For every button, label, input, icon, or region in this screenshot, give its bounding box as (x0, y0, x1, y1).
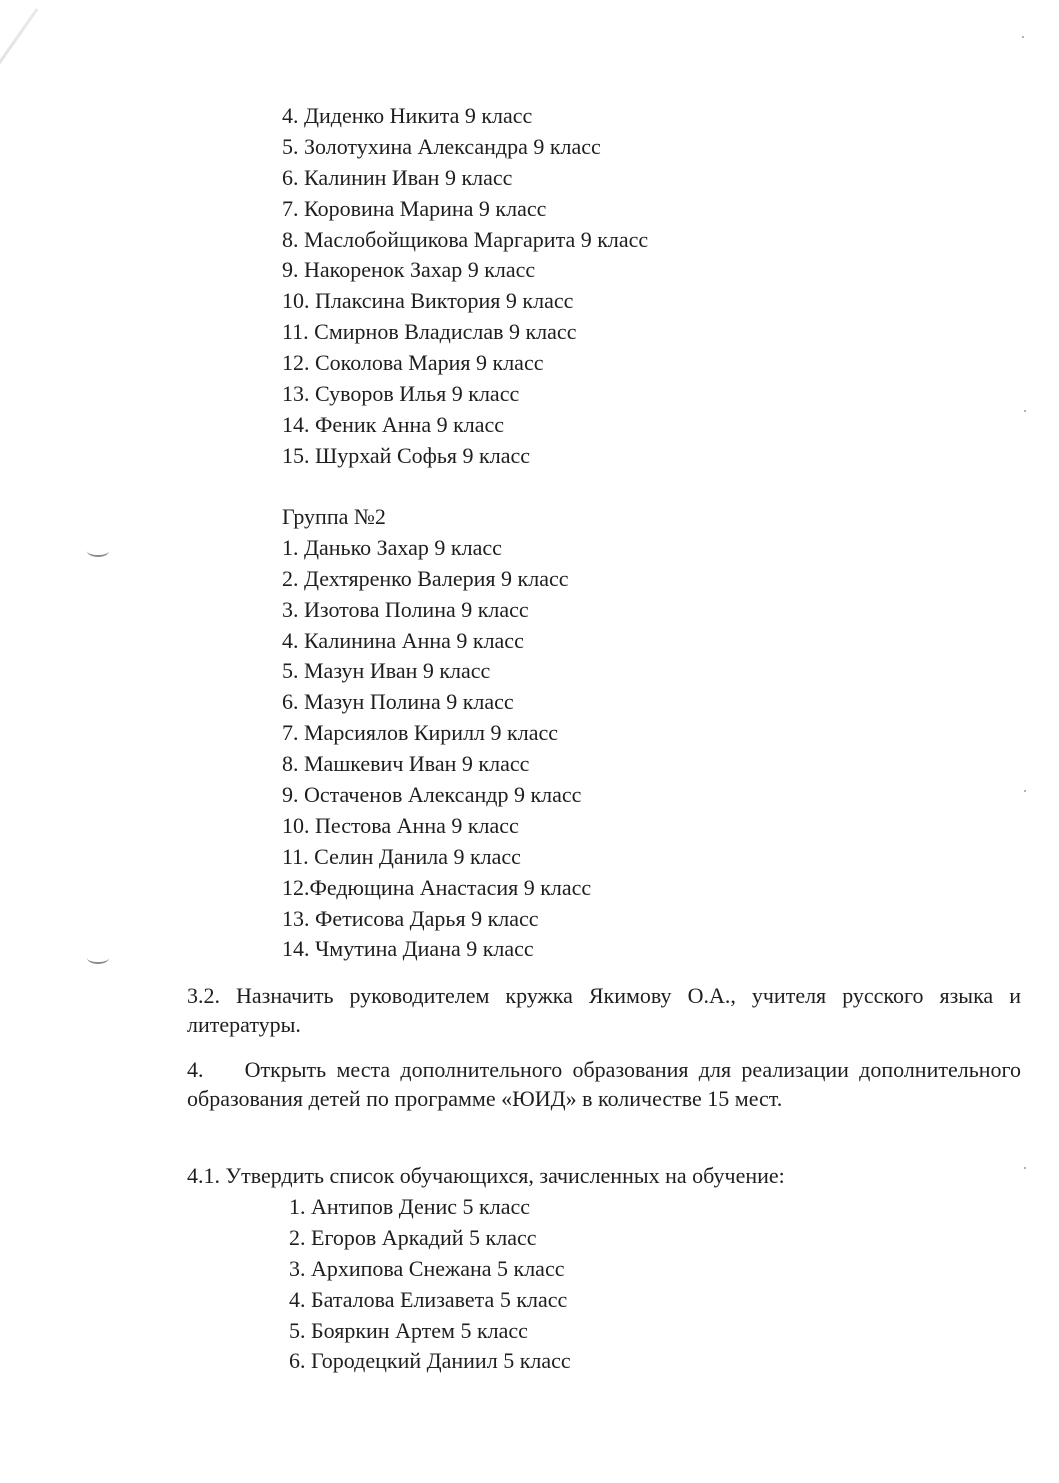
list-item: 7. Коровина Марина 9 класс (282, 195, 547, 221)
list-item: 11. Смирнов Владислав 9 класс (282, 319, 577, 345)
list-item: 3. Изотова Полина 9 класс (282, 596, 529, 622)
list-item: 4. Калинина Анна 9 класс (282, 627, 524, 653)
list-item: 13. Суворов Илья 9 класс (282, 381, 520, 407)
list-item: 12.Федющина Анастасия 9 класс (282, 874, 592, 900)
list-item: 6. Калинин Иван 9 класс (282, 164, 513, 190)
list-item: 4. Баталова Елизавета 5 класс (289, 1286, 568, 1312)
scan-speck (1022, 36, 1024, 38)
list-item: 1. Антипов Денис 5 класс (289, 1194, 531, 1219)
punch-hole-mark (87, 952, 109, 964)
list-item: 14. Феник Анна 9 класс (282, 411, 505, 437)
list-item: 1. Данько Захар 9 класс (282, 534, 502, 560)
list-item: 8. Машкевич Иван 9 класс (282, 751, 530, 777)
list-item: 5. Бояркин Артем 5 класс (289, 1317, 528, 1343)
list-item: 14. Чмутина Диана 9 класс (282, 936, 534, 962)
list-item: 13. Фетисова Дарья 9 класс (282, 905, 539, 931)
list-item: 4. Диденко Никита 9 класс (282, 103, 533, 128)
list-item: 9. Накоренок Захар 9 класс (282, 257, 536, 283)
scan-speck (1024, 1167, 1026, 1169)
group2-student-list (282, 533, 591, 965)
list-item: 7. Марсиялов Кирилл 9 класс (282, 720, 558, 746)
paragraph-4-1: 4.1. Утвердить список обучающихся, зачисленных на обучение: (187, 1163, 785, 1188)
paper-fold-mark (0, 8, 38, 178)
list-item: 9. Остаченов Александр 9 класс (282, 782, 582, 808)
list-item: 10. Плаксина Виктория 9 класс (282, 288, 574, 314)
scan-speck (1024, 410, 1026, 412)
list-item: 2. Егоров Аркадий 5 класс (289, 1224, 537, 1250)
paragraph-4: 4. Открыть места дополнительного образования для реализации дополнительного образования детей по программе «ЮИД» в количестве 15 мест. (187, 1057, 1021, 1111)
yuid-student-list (289, 1192, 571, 1377)
list-item: 12. Соколова Мария 9 класс (282, 350, 544, 376)
list-item: 5. Мазун Иван 9 класс (282, 658, 491, 684)
group2-heading: Группа №2 (282, 504, 386, 529)
group2-section (282, 502, 591, 965)
list-item: 3. Архипова Снежана 5 класс (289, 1255, 565, 1281)
list-item: 6. Городецкий Даниил 5 класс (289, 1348, 571, 1374)
list-item: 11. Селин Данила 9 класс (282, 843, 521, 869)
list-item: 5. Золотухина Александра 9 класс (282, 133, 601, 159)
paragraph-3-2: 3.2. Назначить руководителем кружка Якимову О.А., учителя русского языка и литературы. (187, 983, 1021, 1037)
list-item: 10. Пестова Анна 9 класс (282, 812, 519, 838)
group1-student-list-continued (282, 101, 648, 472)
list-item: 2. Дехтяренко Валерия 9 класс (282, 565, 569, 591)
list-item: 6. Мазун Полина 9 класс (282, 689, 514, 715)
scan-speck (1024, 790, 1026, 792)
list-item: 8. Маслобойщикова Маргарита 9 класс (282, 226, 649, 252)
punch-hole-mark (87, 545, 109, 557)
list-item: 15. Шурхай Софья 9 класс (282, 442, 530, 468)
